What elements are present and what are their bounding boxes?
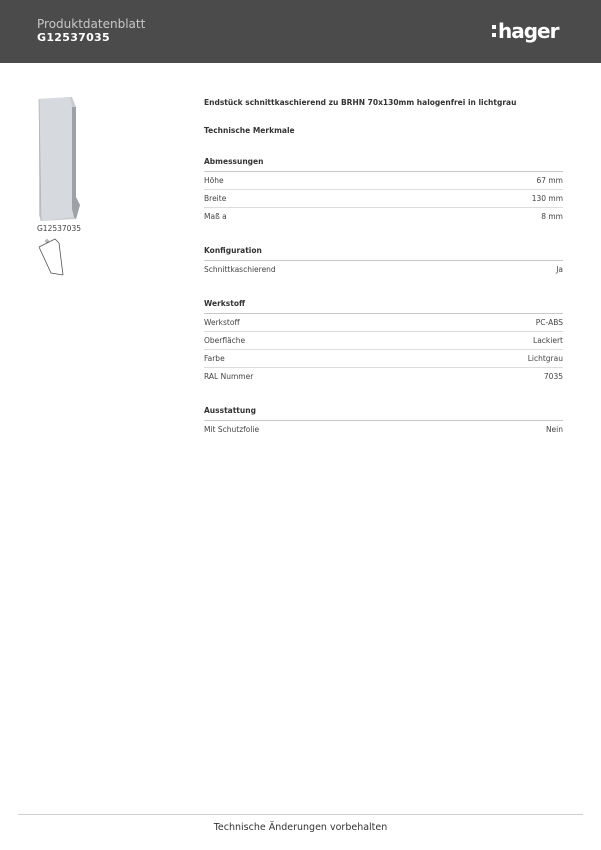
product-image [36,97,80,221]
spec-label: Werkstoff [204,318,240,327]
spec-label: Schnittkaschierend [204,265,276,274]
product-details [204,98,563,438]
spec-row [204,261,563,278]
footer-note: Technische Änderungen vorbehalten [213,822,388,833]
section-abmessungen [204,157,563,225]
spec-row [204,421,563,438]
header-bar [0,0,601,63]
spec-value: Lackiert [533,336,563,345]
spec-row [204,208,563,225]
spec-value: 67 mm [536,176,563,185]
logo-wordmark: hager [498,19,559,43]
spec-value: 130 mm [531,194,563,203]
spec-row [204,350,563,368]
spec-row [204,368,563,385]
document-id: G12537035 [37,31,110,44]
logo-dots-icon [492,25,496,37]
spec-label: Oberfläche [204,336,246,345]
section-konfiguration [204,246,563,278]
dimension-drawing-thumbnail[interactable] [37,235,65,277]
spec-label: Farbe [204,354,225,363]
section-werkstoff [204,299,563,385]
spec-value: 7035 [543,372,563,381]
section-title: Abmessungen [204,157,563,172]
spec-label: Maß a [204,212,227,221]
spec-label: Breite [204,194,227,203]
spec-row [204,314,563,332]
spec-value: Ja [556,265,563,274]
technical-features-heading: Technische Merkmale [204,126,295,135]
spec-label: RAL Nummer [204,372,254,381]
spec-value: 8 mm [541,212,563,221]
product-image-caption: G12537035 [37,224,81,233]
spec-label: Höhe [204,176,224,185]
spec-row [204,190,563,208]
spec-row [204,172,563,190]
footer-divider [18,814,583,815]
section-title: Werkstoff [204,299,563,314]
product-title: Endstück schnittkaschierend zu BRHN 70x130mm halogenfrei in lichtgrau [204,98,517,107]
spec-row [204,332,563,350]
section-ausstattung [204,406,563,438]
hager-logo [492,16,558,46]
spec-value: Lichtgrau [527,354,563,363]
spec-value: Nein [545,425,563,434]
section-title: Ausstattung [204,406,563,421]
spec-label: Mit Schutzfolie [204,425,260,434]
section-title: Konfiguration [204,246,563,261]
document-type: Produktdatenblatt [37,17,146,31]
spec-value: PC-ABS [535,318,563,327]
